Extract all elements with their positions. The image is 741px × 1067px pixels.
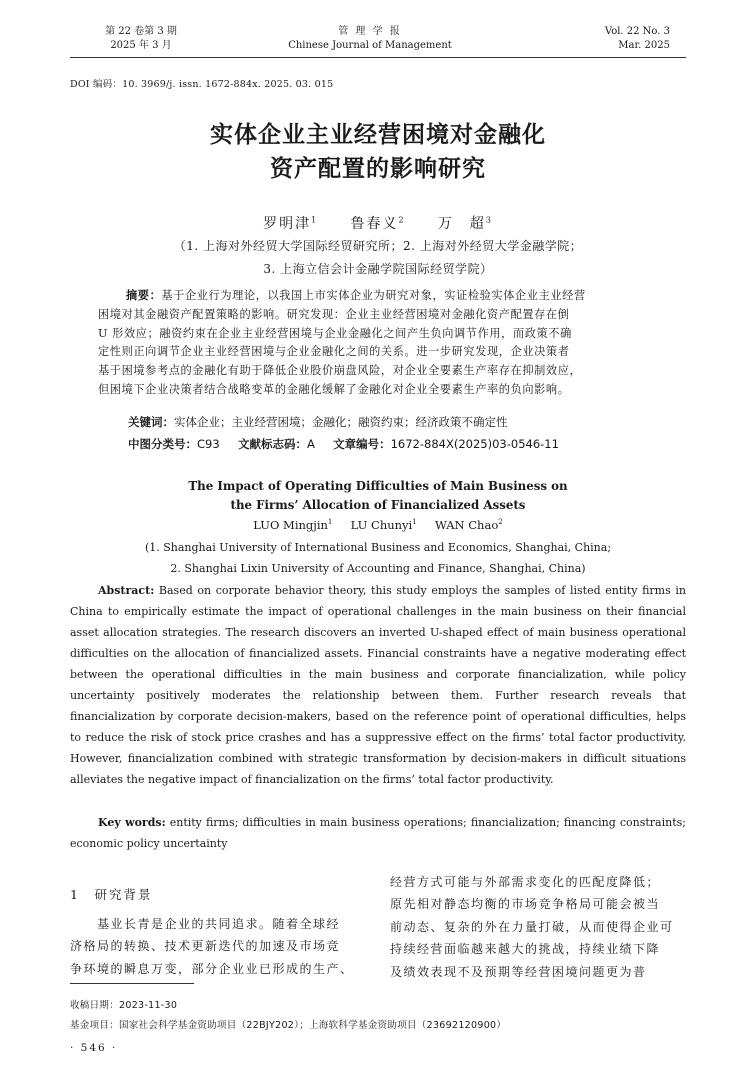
author-en: LU Chunyi [350,518,413,532]
abstract-zh-label: 摘要： [126,289,162,302]
author-zh: 鲁春义 [350,216,399,232]
body-line: 原先相对静态均衡的市场竞争格局可能会被当 [390,897,661,912]
author-zh-affil: 3 [485,215,493,225]
abstract-zh [98,287,658,400]
affiliation-zh-line2: 3. 上海立信会计金融学院国际经贸学院） [263,262,493,276]
authors-zh [70,213,686,233]
author-zh: 万 超 [437,216,486,232]
keywords-en [70,812,686,854]
funding-note: 基金项目：国家社会科学基金资助项目（22BJY202）；上海软科学基金资助项目（23692120900） [70,1020,507,1031]
doc-code-label: 文献标志码： [237,437,307,451]
abstract-en [70,580,686,790]
author-en: LUO Mingjin [253,518,328,532]
abstract-zh-line: 定性则正向调节企业主业经营困境与企业金融化之间的关系。进一步研究发现，企业决策者 [98,345,570,359]
authors-en [70,518,686,532]
title-zh-line1: 实体企业主业经营困境对金融化 [210,122,546,148]
affiliation-en-line2: 2. Shanghai Lixin University of Accounting and Finance, Shanghai, China) [170,562,586,575]
keywords-zh-label: 关键词： [128,415,174,429]
abstract-zh-line: 但困境下企业决策者结合战略变革的金融化缓解了金融化对企业全要素生产率的负向影响。 [98,382,570,396]
body-left-column [70,913,368,980]
page-number: · 546 · [70,1042,118,1054]
affiliation-zh-line1: （1. 上海对外经贸大学国际经贸研究所；2. 上海对外经贸大学金融学院； [173,239,583,253]
keywords-en-text: entity firms; difficulties in main business operations; financialization; financing constraints; economic policy uncertainty [70,816,686,850]
issue-date-en: Mar. 2025 [618,40,670,51]
doi: DOI 编码：10. 3969/j. issn. 1672-884x. 2025. 03. 015 [70,79,334,90]
journal-issue-en [560,25,670,53]
issue-date-zh: 2025 年 3 月 [110,40,172,51]
body-line: 基业长青是企业的共同追求。随着全球经 [70,917,341,931]
footnote-rule [70,983,194,984]
classification-zh [128,436,668,452]
body-line: 及绩效表现不及预期等经营困境问题更为普 [390,964,647,979]
article-id: 1672-884X(2025)03-0546-11 [390,437,559,451]
affiliation-en-line1: (1. Shanghai University of International Business and Economics, Shanghai, China; [144,541,612,554]
article-id-label: 文章编号： [333,437,391,451]
header-rule [70,57,686,58]
title-en-line2: the Firms’ Allocation of Financialized Assets [230,498,526,512]
abstract-zh-line: 基于困境参考点的金融化有助于降低企业股价崩盘风险，对企业全要素生产率存在抑制效应， [98,364,582,378]
issue-volume-zh: 第 22 卷第 3 期 [105,26,177,37]
body-line: 持续经营面临越来越大的挑战，持续业绩下降 [390,942,661,957]
author-en: WAN Chao [434,518,499,532]
keywords-en-label: Key words: [98,816,166,829]
abstract-zh-line: 困境对其金融资产配置策略的影响。研究发现：企业主业经营困境对金融化资产配置存在倒 [98,307,570,321]
clc-code: C93 [197,437,220,451]
issue-volume-en: Vol. 22 No. 3 [604,26,670,37]
author-en-affil: 1 [327,518,333,527]
clc-label: 中图分类号： [128,437,197,451]
journal-name-zh: 管 理 学 报 [338,26,402,37]
journal-issue-zh [86,25,196,53]
body-right-column [390,871,688,983]
keywords-zh [128,414,668,430]
section-heading: 1 研究背景 [70,887,153,902]
title-zh-line2: 资产配置的影响研究 [270,156,486,182]
journal-name-en: Chinese Journal of Management [288,40,452,51]
body-line: 经营方式可能与外部需求变化的匹配度降低； [390,875,661,889]
author-en-affil: 2 [498,518,503,527]
doc-code: A [306,437,315,451]
keywords-zh-text: 实体企业；主业经营困境；金融化；融资约束；经济政策不确定性 [174,415,508,429]
title-en-line1: The Impact of Operating Difficulties of Main Business on [188,479,568,493]
body-line: 前动态、复杂的外在力量打破，从而使得企业可 [390,919,674,934]
abstract-zh-line: 基于企业行为理论，以我国上市实体企业为研究对象，实证检验实体企业主业经营 [161,289,586,302]
abstract-zh-line: U 形效应；融资约束在企业主业经营困境与企业金融化之间产生负向调节作用，而政策不确 [98,326,572,340]
journal-name [260,25,480,53]
author-zh: 罗明津 [263,216,312,232]
author-en-affil: 1 [412,518,417,527]
abstract-en-text: Based on corporate behavior theory, this study employs the samples of listed entity firms in China to empirically estimate the impact of operational challenges in the main business on their financial asset allocation strategies. The research discovers an inverted U-shaped effect of main business operational difficulties on the allocation of financialized assets. Financial constraints have a negative moderating effect between the operational difficulties in the main business and corporate financialization, while policy uncertainty positively moderates the relationship between them. Further research reveals that financialization by corporate decision-makers, based on the reference point of operational difficulties, helps to reduce the risk of stock price crashes and has a suppressive effect on the firms’ total factor productivity. However, financialization combined with strategic transformation by decision-makers in difficult situations alleviates the negative impact of financialization on the firms’ total factor productivity. [70,584,686,786]
author-zh-affil: 1 [311,215,319,225]
author-zh-affil: 2 [398,215,406,225]
body-line: 济格局的转换、技术更新迭代的加速及市场竞 [70,939,341,954]
body-line: 争环境的瞬息万变，部分企业业已形成的生产、 [70,961,354,976]
received-date: 收稿日期：2023-11-30 [70,1000,178,1011]
abstract-en-label: Abstract: [98,584,155,597]
